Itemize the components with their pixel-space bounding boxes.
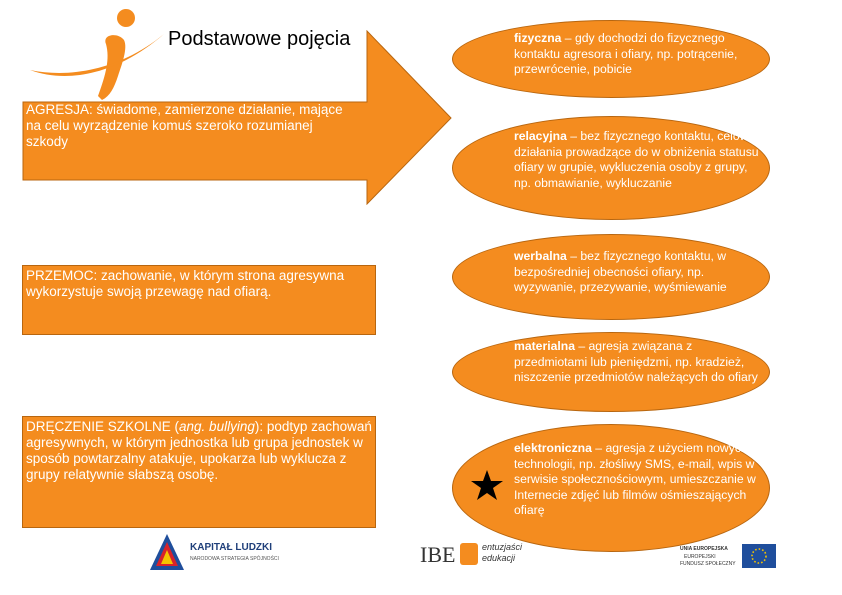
- przemoc-definition: [22, 265, 376, 335]
- dreczenie-term: DRĘCZENIE SZKOLNE (: [26, 419, 180, 434]
- eu-flag-icon: [742, 544, 776, 568]
- ibe-tag-1: entuzjaści: [482, 542, 523, 552]
- form-text: – agresja związana z przedmiotami lub pieniędzmi, np. kradzież, niszczenie przedmiotów należących do ofiary: [514, 339, 758, 384]
- form-text: – bez fizycznego kontaktu, celowe działania prowadzące do w obniżenia statusu ofiary w grupie, wykluczenia osoby z grupy, np. obmawianie, wykluczanie: [514, 129, 759, 190]
- form-werbalna: [514, 249, 766, 296]
- agresja-term: AGRESJA:: [26, 102, 93, 117]
- star-icon: [470, 468, 504, 502]
- form-key: werbalna: [514, 249, 567, 263]
- eu-line-2: EUROPEJSKI: [684, 554, 716, 560]
- przemoc-term: PRZEMOC:: [26, 268, 98, 283]
- form-text: – agresja z użyciem nowych technologii, np. złośliwy SMS, e-mail, wpis w serwisie społecznościowym, umieszczanie w Internecie zdjęć lub filmów ośmieszających ofiarę: [514, 441, 756, 517]
- eu-line-3: FUNDUSZ SPOŁECZNY: [680, 561, 736, 567]
- ibe-mark: [460, 543, 478, 565]
- kapital-ludzki-icon: [150, 534, 184, 570]
- kapital-ludzki-logo: [150, 534, 290, 574]
- dreczenie-term-italic: ang. bullying: [179, 419, 255, 434]
- page-title: Podstawowe pojęcia: [168, 28, 351, 50]
- form-text: – gdy dochodzi do fizycznego kontaktu agresora i ofiary, np. potrącenie, przewrócenie, pobicie: [514, 31, 738, 76]
- ibe-tag-2: edukacji: [482, 553, 516, 563]
- form-fizyczna: [514, 31, 760, 78]
- eu-line-1: UNIA EUROPEJSKA: [680, 546, 728, 552]
- agresja-definition: [26, 102, 356, 150]
- dreczenie-text: podtyp zachowań agresywnych, w którym jednostka lub grupa jednostek w sposób powtarzalny atakuje, upokarza lub wyklucza z grupy relatywnie słabszą osobę.: [26, 419, 372, 482]
- form-relacyjna: [514, 129, 760, 191]
- ibe-text: IBE: [420, 542, 456, 567]
- form-key: relacyjna: [514, 129, 567, 143]
- dreczenie-term-end: ):: [254, 419, 264, 434]
- form-elektroniczna: [514, 441, 758, 519]
- przemoc-text: zachowanie, w którym strona agresywna wykorzystuje swoją przewagę nad ofiarą.: [26, 268, 345, 299]
- kl-title: KAPITAŁ LUDZKI: [190, 542, 273, 553]
- form-key: fizyczna: [514, 31, 562, 45]
- agresja-text: świadome, zamierzone działanie, mające na celu wyrządzenie komuś szeroko rozumianej szkody: [26, 102, 343, 149]
- form-key: elektroniczna: [514, 441, 592, 455]
- eu-logo: [680, 544, 780, 574]
- form-materialna: [514, 339, 760, 386]
- form-key: materialna: [514, 339, 575, 353]
- ibe-logo: [420, 540, 530, 574]
- form-text: – bez fizycznego kontaktu, w bezpośredniej obecności ofiary, np. wyzywanie, przezywanie, wyśmiewanie: [514, 249, 727, 294]
- dreczenie-definition: [22, 416, 376, 528]
- kl-subtitle: NARODOWA STRATEGIA SPÓJNOŚCI: [190, 556, 279, 562]
